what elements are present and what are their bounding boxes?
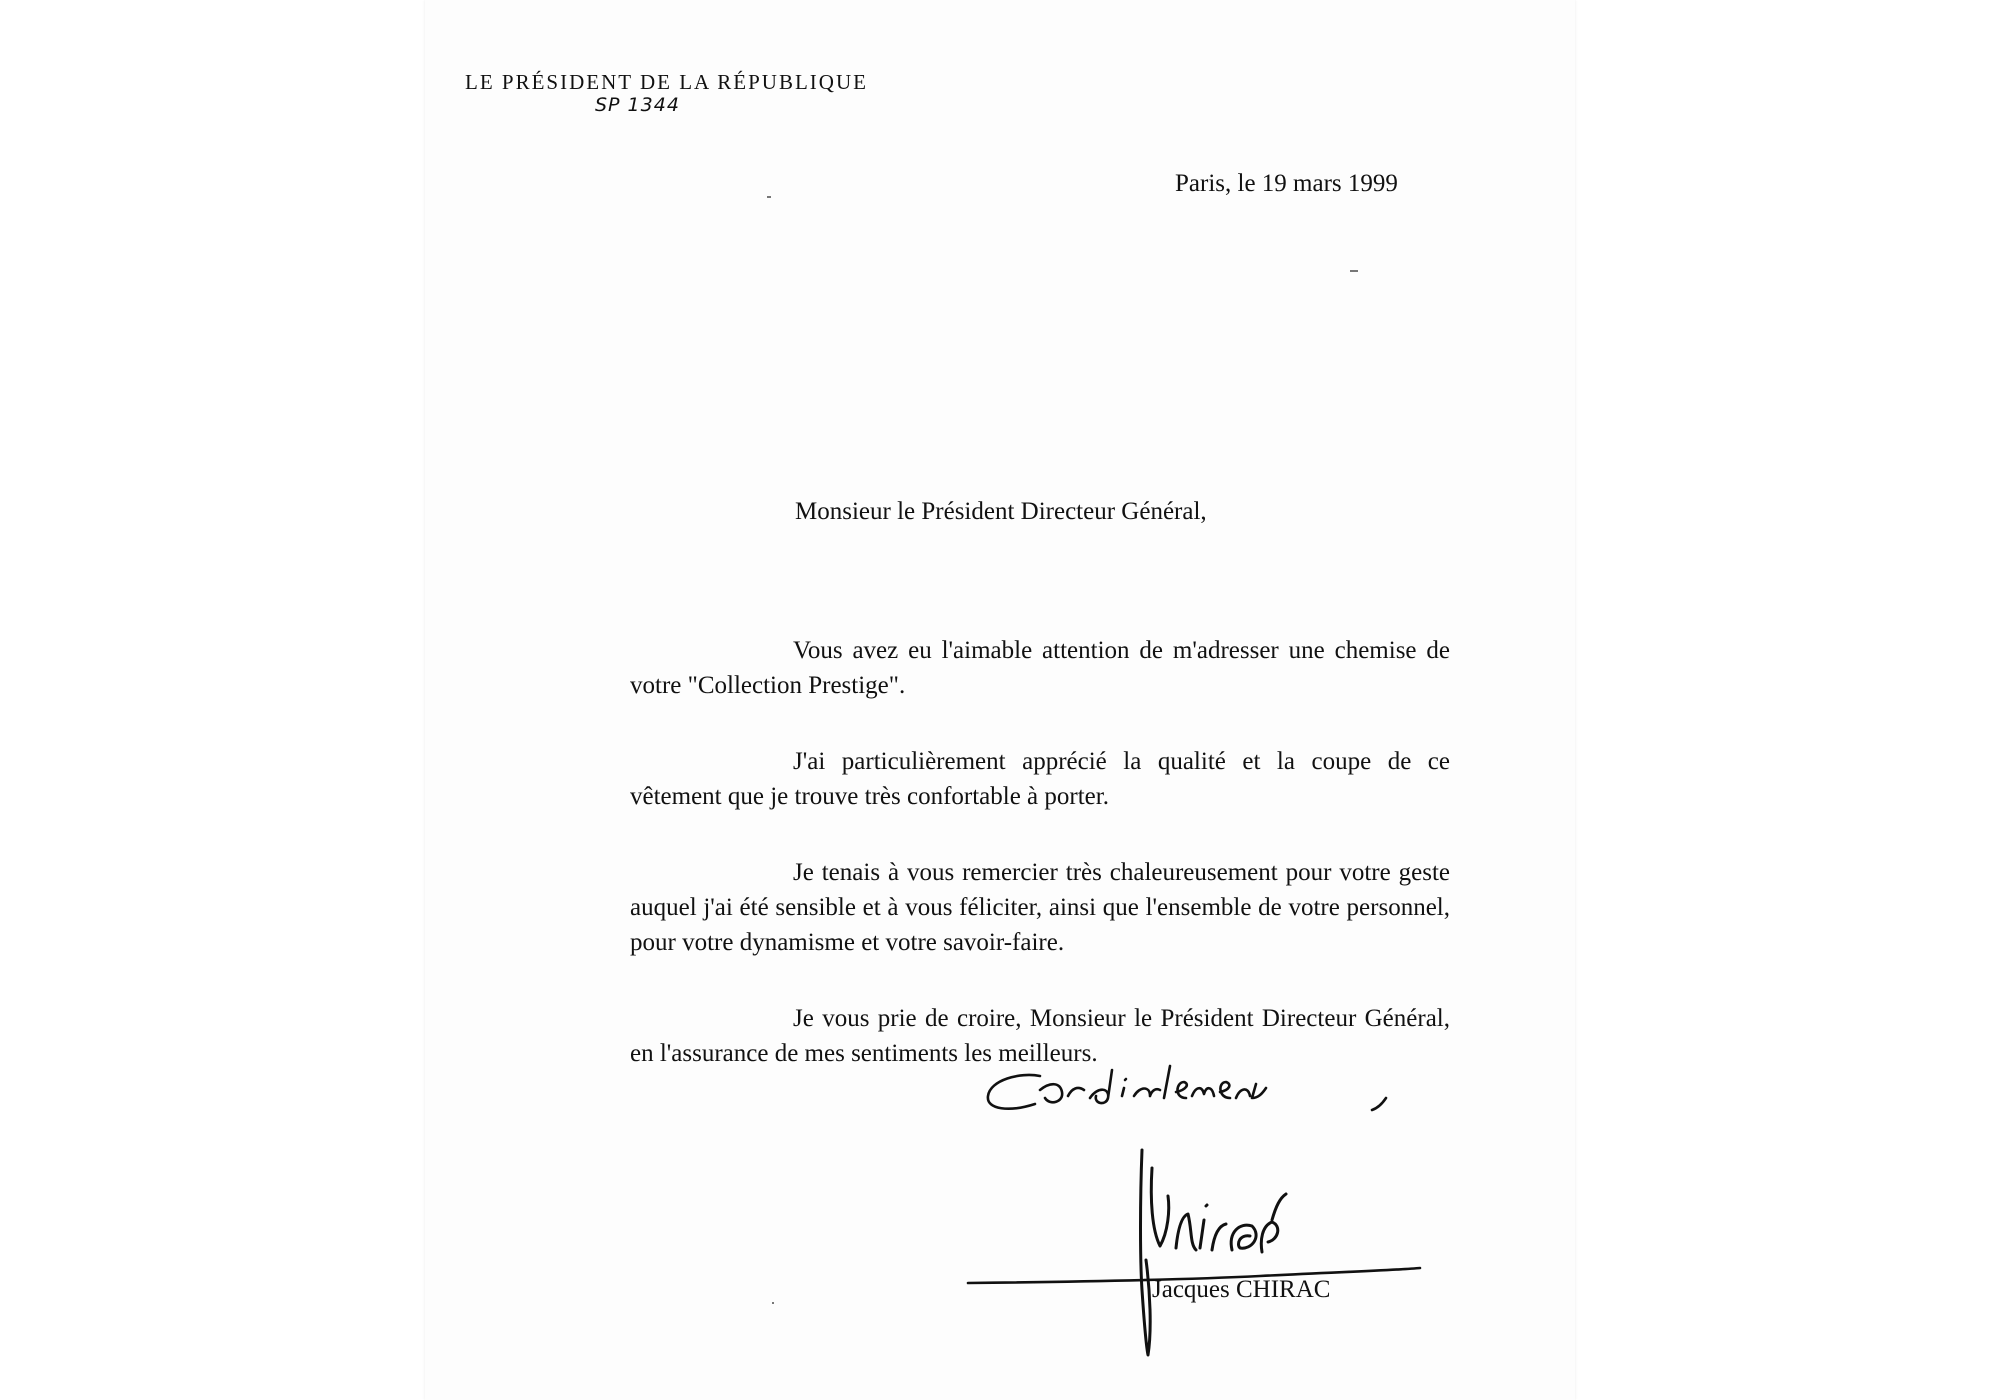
closing-paragraph: Je vous prie de croire, Monsieur le Président Directeur Général, en l'assurance de mes sentiments les meilleurs.: [630, 1005, 1450, 1067]
letterhead: LE PRÉSIDENT DE LA RÉPUBLIQUE: [465, 70, 868, 94]
salutation: Monsieur le Président Directeur Général,: [795, 498, 1207, 525]
signature-chirac: [1141, 1150, 1287, 1355]
date-line: Paris, le 19 mars 1999: [1175, 170, 1398, 197]
body-paragraph: Vous avez eu l'aimable attention de m'adresser une chemise de votre "Collection Prestige".: [630, 637, 1450, 699]
scan-speck: [767, 196, 771, 198]
scan-speck: [1350, 270, 1358, 272]
handwritten-reference-note: SP 1344: [595, 94, 680, 116]
body-paragraph: Je tenais à vous remercier très chaleureusement pour votre geste auquel j'ai été sensible et à vous féliciter, ainsi que l'ensemble de votre personnel, pour votre dynamisme et votre savoir-faire.: [630, 859, 1450, 956]
body-paragraph: J'ai particulièrement apprécié la qualité et la coupe de ce vêtement que je trouve très confortable à porter.: [630, 748, 1450, 810]
signer-name: Jacques CHIRAC: [1152, 1276, 1331, 1303]
scan-speck: [772, 1302, 774, 1304]
handwritten-closing-cordialement: [988, 1066, 1386, 1110]
